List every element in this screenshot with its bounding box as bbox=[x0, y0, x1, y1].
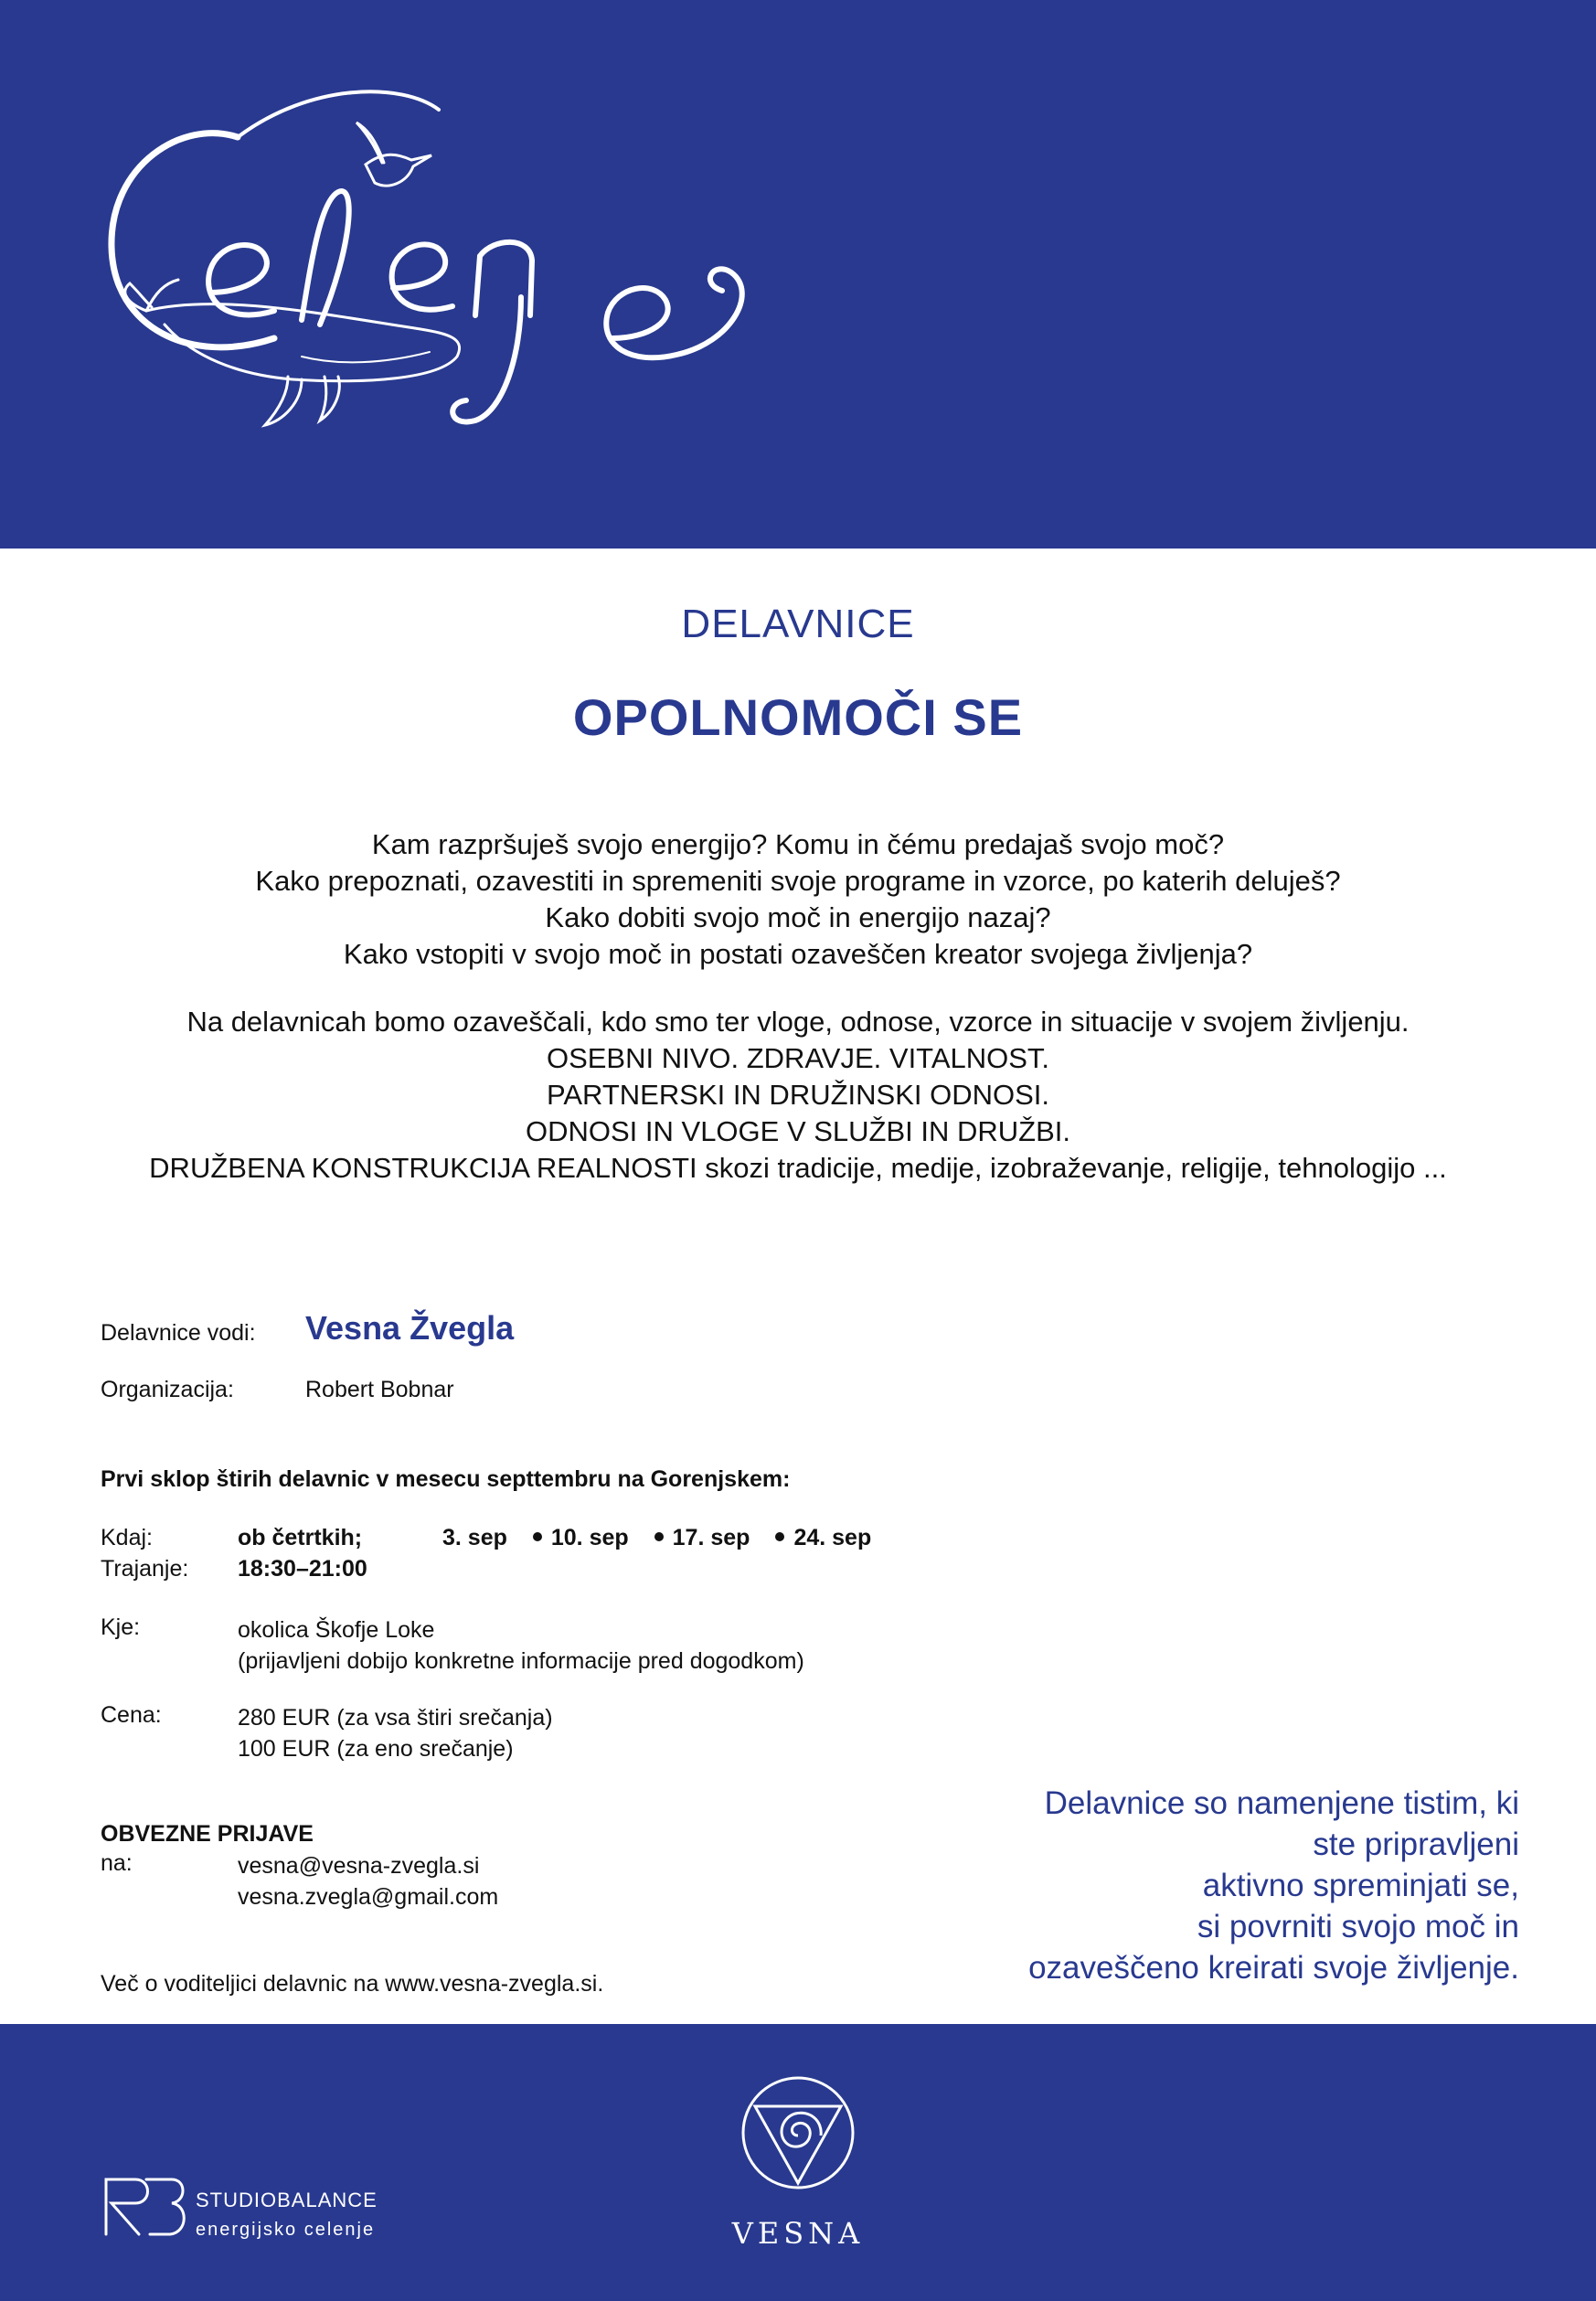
leader-label: Delavnice vodi: bbox=[101, 1320, 256, 1346]
email-link[interactable]: vesna@vesna-zvegla.si bbox=[238, 1853, 480, 1879]
date-item: 10. sep bbox=[550, 1525, 629, 1550]
org-value: Robert Bobnar bbox=[305, 1377, 454, 1402]
topic-line: OSEBNI NIVO. ZDRAVJE. VITALNOST. bbox=[546, 1042, 1050, 1074]
leader-name: Vesna Žvegla bbox=[305, 1309, 515, 1347]
date-item: 24. sep bbox=[793, 1525, 872, 1550]
vesna-wordmark: VESNA bbox=[731, 2216, 865, 2251]
duration-value: 18:30–21:00 bbox=[238, 1556, 367, 1582]
bullet-icon bbox=[654, 1532, 664, 1541]
tagline-line: si povrniti svojo moč in bbox=[1197, 1909, 1519, 1944]
price-line: 100 EUR (za eno srečanje) bbox=[238, 1736, 514, 1762]
page-title: OPOLNOMOČI SE bbox=[572, 688, 1024, 746]
email-list bbox=[238, 1850, 498, 1912]
location-line: okolica Škofje Loke bbox=[238, 1617, 435, 1643]
duration-label: Trajanje: bbox=[101, 1556, 189, 1582]
question-line: Kako dobiti svojo moč in energijo nazaj? bbox=[545, 901, 1051, 933]
header-band bbox=[0, 0, 1596, 549]
tagline-line: ozaveščeno kreirati svoje življenje. bbox=[1028, 1950, 1519, 1986]
topic-line: ODNOSI IN VLOGE V SLUŽBI IN DRUŽBI. bbox=[526, 1115, 1070, 1147]
question-line: Kam razpršuješ svojo energijo? Komu in čému predajaš svojo moč? bbox=[371, 828, 1225, 860]
tagline-line: Delavnice so namenjene tistim, ki bbox=[1044, 1785, 1519, 1821]
bullet-icon bbox=[775, 1532, 784, 1541]
vesna-symbol-icon bbox=[737, 2072, 859, 2194]
price-value bbox=[238, 1702, 553, 1764]
location-label: Kje: bbox=[101, 1614, 141, 1640]
more-info-link[interactable]: Več o voditeljici delavnic na www.vesna-zvegla.si. bbox=[101, 1971, 604, 1997]
section-kicker: DELAVNICE bbox=[681, 602, 915, 646]
topic-line: DRUŽBENA KONSTRUKCIJA REALNOSTI skozi tradicije, medije, izobraževanje, religije, tehnologijo ... bbox=[149, 1152, 1447, 1184]
question-line: Kako vstopiti v svojo moč in postati ozaveščen kreator svojega življenja? bbox=[343, 938, 1253, 970]
tagline-line: aktivno spreminjati se, bbox=[1202, 1868, 1519, 1903]
questions-block bbox=[0, 826, 1596, 973]
tagline bbox=[879, 1783, 1519, 1988]
topic-line: PARTNERSKI IN DRUŽINSKI ODNOSI. bbox=[546, 1079, 1050, 1111]
org-label: Organizacija: bbox=[101, 1377, 234, 1402]
question-line: Kako prepoznati, ozavestiti in spremeniti svoje programe in vzorce, po katerih deluješ? bbox=[255, 865, 1341, 897]
email-link[interactable]: vesna.zvegla@gmail.com bbox=[238, 1884, 499, 1910]
tagline-line: ste pripravljeni bbox=[1313, 1827, 1519, 1862]
price-line: 280 EUR (za vsa štiri srečanja) bbox=[238, 1705, 553, 1731]
series-heading: Prvi sklop štirih delavnic v mesecu septtembru na Gorenjskem: bbox=[101, 1466, 791, 1492]
price-label: Cena: bbox=[101, 1702, 162, 1728]
date-item: 3. sep bbox=[442, 1525, 507, 1550]
bullet-icon bbox=[533, 1532, 542, 1541]
signup-label: na: bbox=[101, 1850, 133, 1876]
topics-block bbox=[0, 1004, 1596, 1187]
studio-name: STUDIOBALANCE bbox=[196, 2189, 378, 2211]
location-value bbox=[238, 1614, 804, 1677]
celenje-logo bbox=[91, 64, 804, 466]
location-note: (prijavljeni dobijo konkretne informacije pred dogodkom) bbox=[238, 1648, 804, 1674]
date-item: 17. sep bbox=[672, 1525, 750, 1550]
studio-subtitle: energijsko celenje bbox=[196, 2220, 376, 2240]
topic-line: Na delavnicah bomo ozaveščali, kdo smo ter vloge, odnose, vzorce in situacije v svojem življenju. bbox=[186, 1006, 1410, 1038]
when-label: Kdaj: bbox=[101, 1525, 153, 1550]
when-day: ob četrtkih; bbox=[238, 1525, 363, 1550]
dates-list bbox=[442, 1525, 886, 1551]
rb-logo-icon bbox=[99, 2170, 190, 2242]
